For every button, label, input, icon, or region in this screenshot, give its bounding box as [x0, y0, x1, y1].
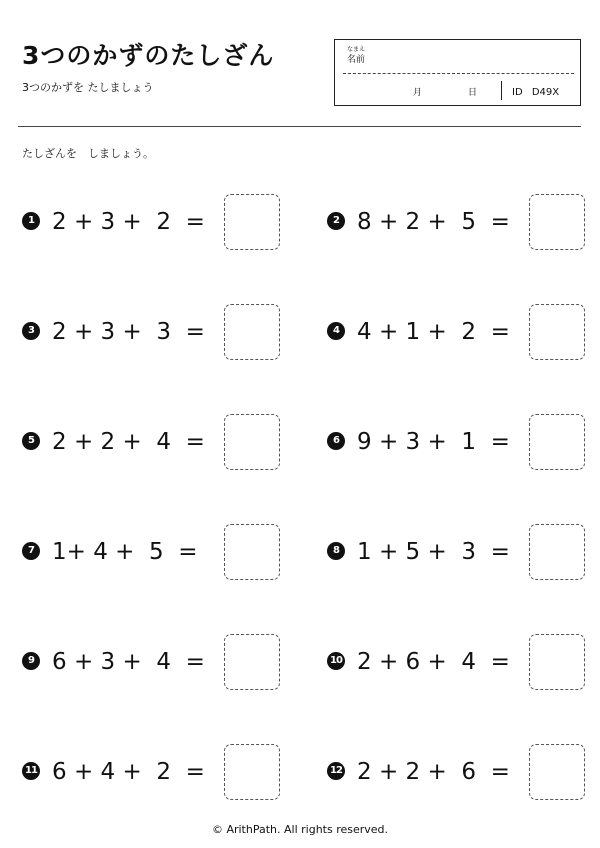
problem-expression: 2 + 6 + 4 = [357, 649, 510, 675]
problem-1 [22, 194, 282, 250]
problem-9 [22, 634, 282, 690]
name-furigana: なまえ [347, 46, 366, 53]
answer-box[interactable] [224, 634, 280, 690]
name-box [334, 39, 581, 106]
id-separator [501, 81, 502, 100]
name-label: 名前 [347, 55, 366, 65]
problem-3 [22, 304, 282, 360]
header-divider [18, 126, 581, 127]
worksheet-id: ID D49X [512, 87, 560, 98]
problem-expression: 1+ 4 + 5 = [52, 539, 198, 565]
answer-box[interactable] [529, 744, 585, 800]
day-label: 日 [468, 88, 478, 98]
problem-8 [327, 524, 587, 580]
problem-12 [327, 744, 587, 800]
name-write-line [343, 73, 574, 74]
problem-expression: 9 + 3 + 1 = [357, 429, 510, 455]
problem-2 [327, 194, 587, 250]
problem-6 [327, 414, 587, 470]
problem-7 [22, 524, 282, 580]
page-title: 3つのかずのたしざん [22, 41, 275, 70]
problem-expression: 2 + 2 + 4 = [52, 429, 205, 455]
answer-box[interactable] [224, 524, 280, 580]
problem-number-badge: 7 [22, 542, 40, 560]
problem-expression: 2 + 3 + 3 = [52, 319, 205, 345]
page-subtitle: 3つのかずを たしましょう [22, 81, 154, 94]
problem-number-badge: 12 [327, 762, 345, 780]
problem-number-badge: 3 [22, 322, 40, 340]
problem-number-badge: 9 [22, 652, 40, 670]
problem-number-badge: 5 [22, 432, 40, 450]
problem-expression: 4 + 1 + 2 = [357, 319, 510, 345]
problem-expression: 2 + 3 + 2 = [52, 209, 205, 235]
answer-box[interactable] [529, 414, 585, 470]
month-label: 月 [413, 88, 423, 98]
problem-number-badge: 6 [327, 432, 345, 450]
answer-box[interactable] [529, 524, 585, 580]
problem-expression: 8 + 2 + 5 = [357, 209, 510, 235]
problem-number-badge: 11 [22, 762, 40, 780]
problem-5 [22, 414, 282, 470]
answer-box[interactable] [529, 304, 585, 360]
answer-box[interactable] [529, 194, 585, 250]
answer-box[interactable] [224, 414, 280, 470]
answer-box[interactable] [529, 634, 585, 690]
answer-box[interactable] [224, 744, 280, 800]
problem-number-badge: 2 [327, 212, 345, 230]
problem-expression: 2 + 2 + 6 = [357, 759, 510, 785]
answer-box[interactable] [224, 194, 280, 250]
copyright-footer: © ArithPath. All rights reserved. [211, 823, 389, 836]
problem-number-badge: 4 [327, 322, 345, 340]
problem-10 [327, 634, 587, 690]
instruction-text: たしざんを しましょう。 [22, 147, 154, 160]
problem-11 [22, 744, 282, 800]
problem-4 [327, 304, 587, 360]
problem-expression: 1 + 5 + 3 = [357, 539, 510, 565]
problem-number-badge: 10 [327, 652, 345, 670]
problem-expression: 6 + 4 + 2 = [52, 759, 205, 785]
answer-box[interactable] [224, 304, 280, 360]
problem-expression: 6 + 3 + 4 = [52, 649, 205, 675]
problem-number-badge: 8 [327, 542, 345, 560]
problem-number-badge: 1 [22, 212, 40, 230]
